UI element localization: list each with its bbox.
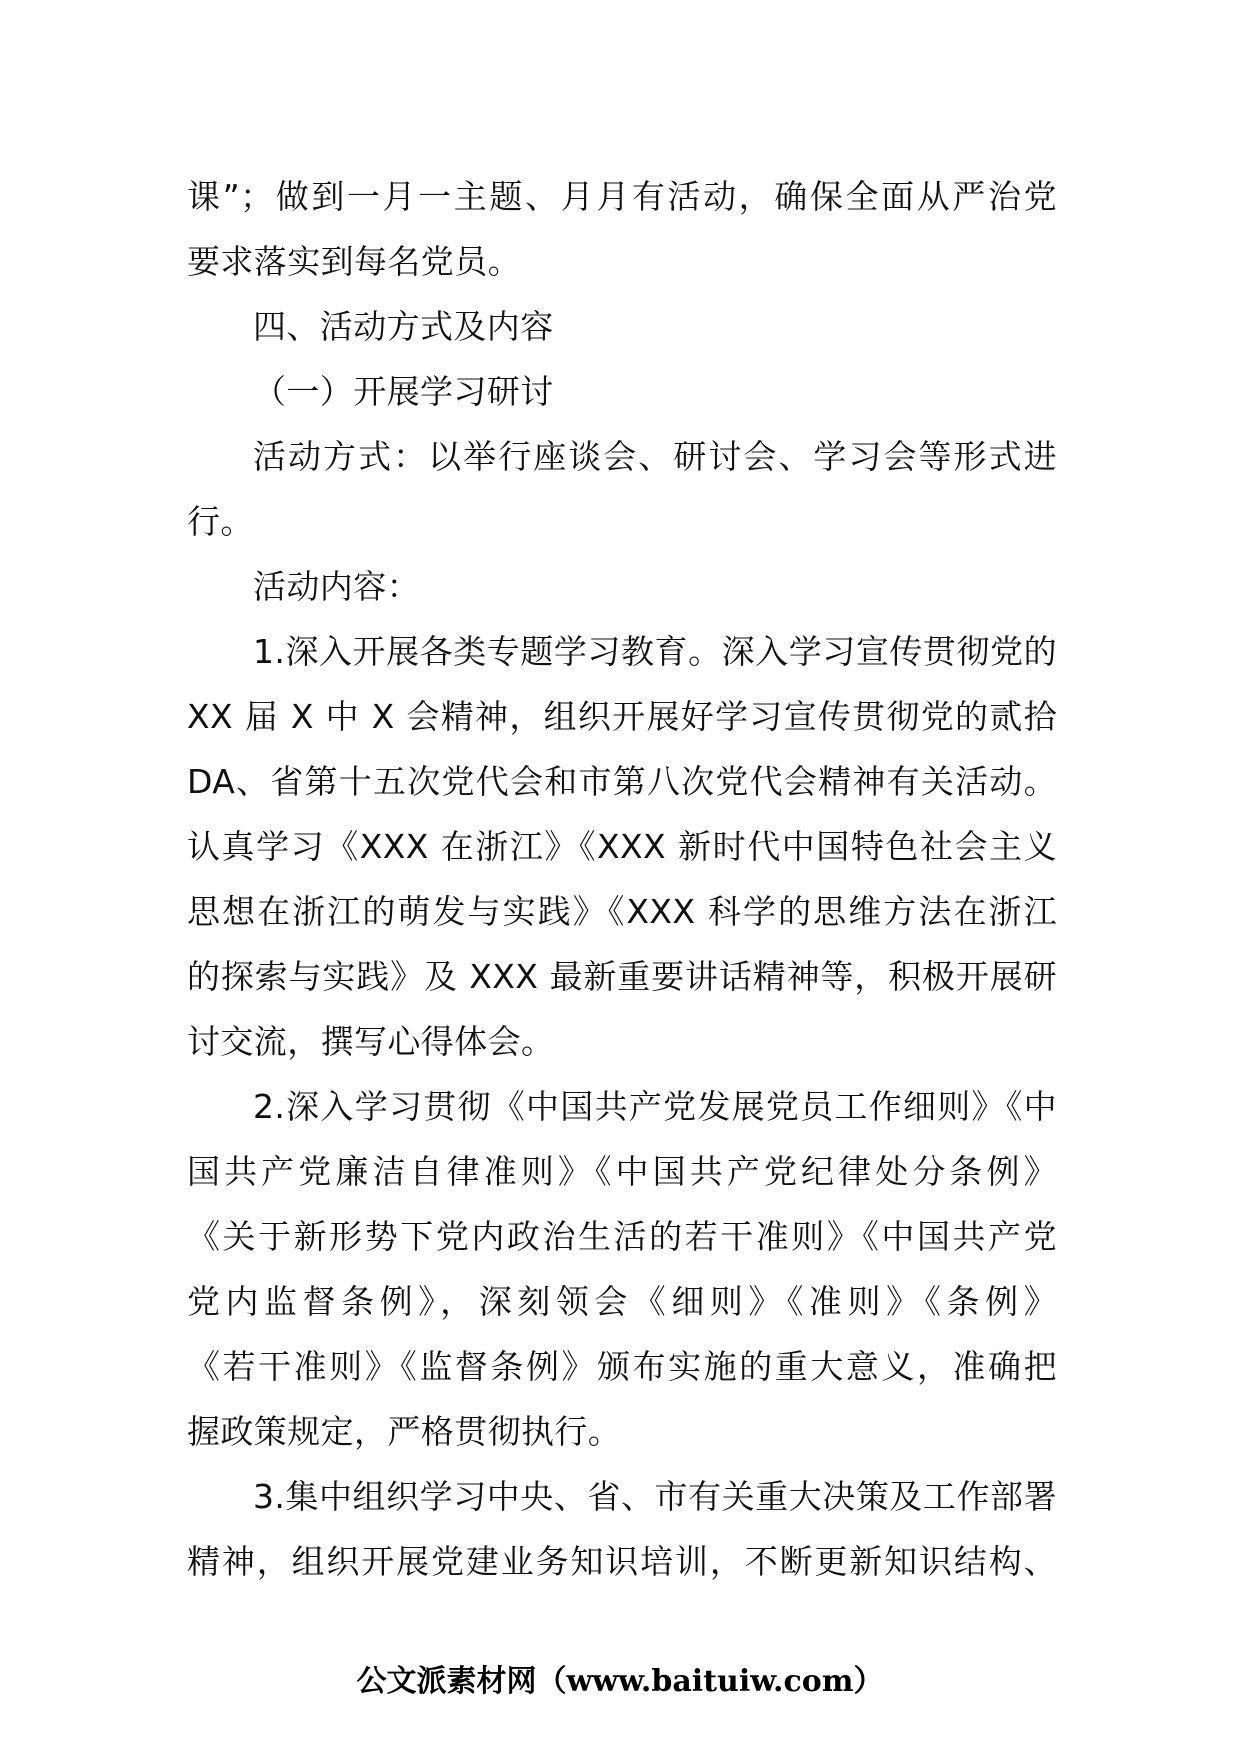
text-line: 3.集中组织学习中央、省、市有关重大决策及工作部署 [253, 1477, 1057, 1516]
section-heading: 四、活动方式及内容 [253, 307, 554, 346]
text-line: 的探索与实践》及 XXX 最新重要讲话精神等，积极开展研 [187, 957, 1057, 996]
text-line: 讨交流，撰写心得体会。 [187, 1022, 555, 1061]
text-line: 活动内容： [253, 567, 420, 606]
text-line: 党内监督条例》，深刻领会《细则》《准则》《条例》 [187, 1282, 1057, 1321]
text-line: 课”；做到一月一主题、月月有活动，确保全面从严治党 [187, 177, 1057, 216]
text-line: 《关于新形势下党内政治生活的若干准则》《中国共产党 [187, 1217, 1057, 1256]
text-line: 精神，组织开展党建业务知识培训，不断更新知识结构、 [187, 1542, 1057, 1581]
text-line: DA、省第十五次党代会和市第八次党代会精神有关活动。 [187, 762, 1057, 801]
text-line: 思想在浙江的萌发与实践》《XXX 科学的思维方法在浙江 [187, 892, 1057, 931]
text-line: XX 届 X 中 X 会精神，组织开展好学习宣传贯彻党的贰拾 [187, 697, 1057, 736]
text-line: 认真学习《XXX 在浙江》《XXX 新时代中国特色社会主义 [187, 827, 1057, 866]
subsection-heading: （一）开展学习研讨 [253, 372, 554, 411]
text-line: 1.深入开展各类专题学习教育。深入学习宣传贯彻党的 [253, 632, 1057, 671]
footer-watermark: 公文派素材网（www.baituiw.com） [356, 1664, 884, 1699]
body-text [187, 164, 1057, 1594]
text-line: 行。 [187, 502, 254, 541]
text-line: 活动方式：以举行座谈会、研讨会、学习会等形式进 [253, 437, 1057, 476]
text-line: 国共产党廉洁自律准则》《中国共产党纪律处分条例》 [187, 1152, 1057, 1191]
text-line: 要求落实到每名党员。 [187, 242, 521, 281]
text-line: 2.深入学习贯彻《中国共产党发展党员工作细则》《中 [253, 1087, 1057, 1126]
text-line: 《若干准则》《监督条例》颁布实施的重大意义，准确把 [187, 1347, 1057, 1386]
text-line: 握政策规定，严格贯彻执行。 [187, 1412, 622, 1451]
